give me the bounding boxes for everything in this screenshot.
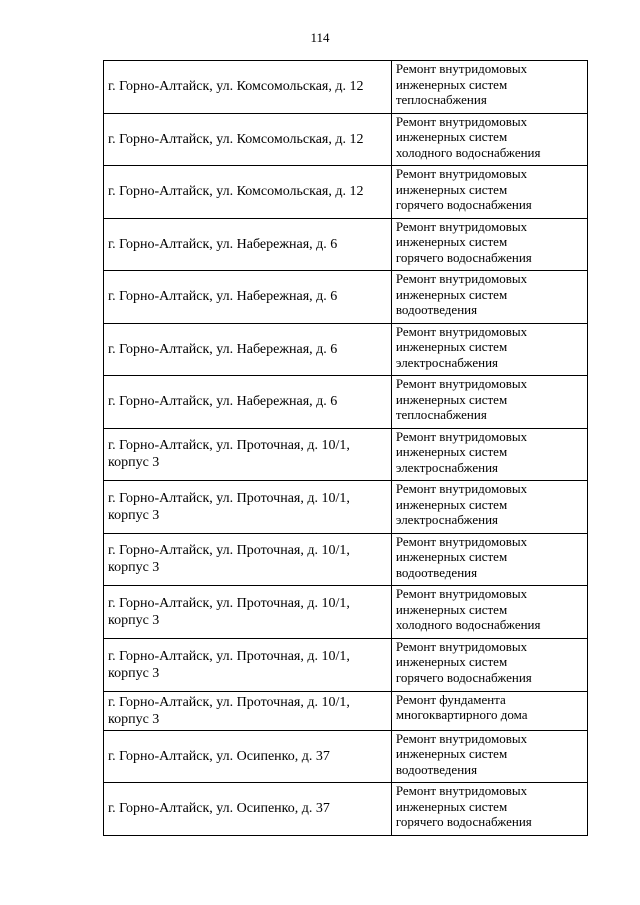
table-row (104, 218, 588, 271)
work-type-cell (391, 376, 587, 429)
work-type-cell (391, 218, 587, 271)
address-cell: г. Горно-Алтайск, ул. Набережная, д. 6 (104, 271, 392, 324)
work-type-text: Ремонт внутридомовых инженерных систем горячего водоснабжения (395, 166, 532, 212)
table-row (104, 166, 588, 219)
page-number: 114 (310, 30, 330, 45)
work-type-cell (391, 691, 587, 730)
address-cell: г. Горно-Алтайск, ул. Комсомольская, д. 12 (104, 61, 392, 114)
table-row (104, 271, 588, 324)
table-row (104, 481, 588, 534)
works-table (103, 60, 588, 836)
work-type-text: Ремонт внутридомовых инженерных систем электроснабжения (395, 428, 528, 475)
address-cell: г. Горно-Алтайск, ул. Проточная, д. 10/1, корпус 3 (104, 481, 392, 534)
work-type-cell (391, 481, 587, 534)
table-row (104, 533, 588, 586)
address-cell: г. Горно-Алтайск, ул. Проточная, д. 10/1, корпус 3 (104, 428, 392, 481)
table-row (104, 691, 588, 730)
work-type-cell (391, 783, 587, 836)
address-cell: г. Горно-Алтайск, ул. Комсомольская, д. 12 (104, 113, 392, 166)
table-row (104, 113, 588, 166)
works-table-body (104, 61, 588, 836)
work-type-text: Ремонт внутридомовых инженерных систем водоотведения (395, 730, 528, 777)
address-cell: г. Горно-Алтайск, ул. Проточная, д. 10/1, корпус 3 (104, 638, 392, 691)
work-type-text: Ремонт внутридомовых инженерных систем электроснабжения (395, 323, 528, 370)
address-cell: г. Горно-Алтайск, ул. Набережная, д. 6 (104, 323, 392, 376)
table-row (104, 376, 588, 429)
work-type-text: Ремонт внутридомовых инженерных систем водоотведения (395, 533, 528, 580)
work-type-text: Ремонт внутридомовых инженерных систем горячего водоснабжения (395, 638, 532, 685)
work-type-cell (391, 271, 587, 324)
work-type-cell (391, 113, 587, 166)
work-type-cell (391, 533, 587, 586)
table-row (104, 428, 588, 481)
work-type-text: Ремонт внутридомовых инженерных систем холодного водоснабжения (395, 586, 541, 632)
address-cell: г. Горно-Алтайск, ул. Осипенко, д. 37 (104, 730, 392, 783)
work-type-cell (391, 638, 587, 691)
table-row (104, 783, 588, 836)
work-type-cell (391, 61, 587, 114)
work-type-cell (391, 323, 587, 376)
address-cell: г. Горно-Алтайск, ул. Осипенко, д. 37 (104, 783, 392, 836)
table-row (104, 323, 588, 376)
address-cell: г. Горно-Алтайск, ул. Проточная, д. 10/1, корпус 3 (104, 586, 392, 639)
work-type-text: Ремонт внутридомовых инженерных систем электроснабжения (395, 481, 528, 527)
work-type-text: Ремонт внутридомовых инженерных систем водоотведения (395, 271, 528, 317)
address-cell: г. Горно-Алтайск, ул. Комсомольская, д. 12 (104, 166, 392, 219)
address-cell: г. Горно-Алтайск, ул. Проточная, д. 10/1, корпус 3 (104, 533, 392, 586)
work-type-cell (391, 166, 587, 219)
work-type-cell (391, 730, 587, 783)
work-type-text: Ремонт внутридомовых инженерных систем теплоснабжения (395, 61, 528, 107)
table-row (104, 61, 588, 114)
work-type-text: Ремонт внутридомовых инженерных систем горячего водоснабжения (395, 783, 532, 829)
address-cell: г. Горно-Алтайск, ул. Проточная, д. 10/1, корпус 3 (104, 691, 392, 730)
work-type-text: Ремонт внутридомовых инженерных систем теплоснабжения (395, 376, 528, 422)
work-type-cell (391, 586, 587, 639)
work-type-text: Ремонт внутридомовых инженерных систем горячего водоснабжения (395, 218, 532, 265)
table-row (104, 638, 588, 691)
table-row (104, 730, 588, 783)
work-type-text: Ремонт фундамента многоквартирного дома (395, 691, 528, 722)
address-cell: г. Горно-Алтайск, ул. Набережная, д. 6 (104, 376, 392, 429)
address-cell: г. Горно-Алтайск, ул. Набережная, д. 6 (104, 218, 392, 271)
table-row (104, 586, 588, 639)
work-type-text: Ремонт внутридомовых инженерных систем холодного водоснабжения (395, 113, 541, 160)
work-type-cell (391, 428, 587, 481)
